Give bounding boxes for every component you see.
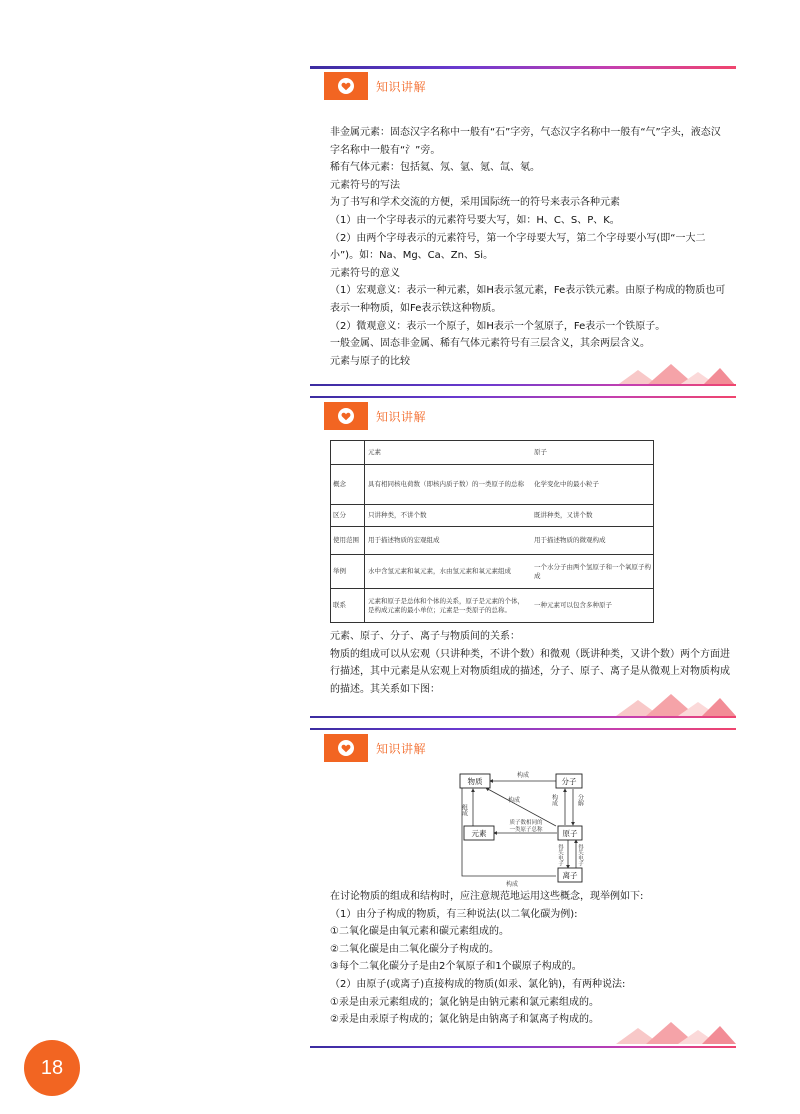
text-line: （1）由一个字母表示的元素符号要大写，如：H、C、S、P、K。 [330,214,620,226]
page-number: 18 [40,1056,64,1079]
table-cell: 只讲种类，不讲个数 [365,505,532,527]
node-substance: 物质 [467,777,483,786]
text-line: ③每个二氧化碳分子是由2个氧原子和1个碳原子构成的。 [330,961,582,973]
section-2-text [330,628,730,698]
section-bottom-line [310,1046,736,1048]
text-line: ①二氧化碳是由氧元素和碳元素组成的。 [330,926,509,938]
section-title: 知识讲解 [376,79,427,94]
table-cell: 用于描述物质的微观构成 [531,527,654,555]
text-line: 元素符号的意义 [330,267,400,279]
triangle-decoration-icon [616,362,736,386]
table-row [330,589,654,623]
table-cell: 原子 [531,441,654,465]
table-cell [330,441,365,465]
edge-label: 质子数相同的 [509,820,543,826]
edge-label: 得失电子 [577,844,583,866]
edge-label: 构成 [507,797,521,804]
table-cell: 一种元素可以包含多种原子 [531,589,654,623]
section-3-text [330,888,730,1029]
section-header [324,734,426,762]
heart-badge-icon [324,402,368,430]
table-cell: 一个水分子由两个氢原子和一个氧原子构成 [531,555,654,589]
text-line: ①汞是由汞元素组成的；氯化钠是由钠元素和氯元素组成的。 [330,996,599,1008]
section-top-bar [310,728,736,730]
page-number-badge [24,1040,80,1096]
text-line: 一般金属、固态非金属、稀有气体元素符号有三层含义，其余两层含义。 [330,338,650,350]
text-line: 稀有气体元素：包括氦、氖、氩、氪、氙、氡。 [330,162,540,174]
edge-label: 组成 [460,804,468,816]
section-bottom-line [310,716,736,718]
text-line: ②汞是由汞原子构成的；氯化钠是由钠离子和氯离子构成的。 [330,1014,599,1026]
edge-label: 构成 [550,794,558,806]
edge-label: 构成 [505,881,519,888]
section-top-bar [310,66,736,69]
text-line: （2）微观意义：表示一个原子，如H表示一个氢原子，Fe表示一个铁原子。 [330,320,666,332]
table-cell: 元素 [365,441,532,465]
table-cell: 元素和原子是总体和个体的关系，原子是元素的个体，是构成元素的最小单位；元素是一类原子的总称。 [365,589,532,623]
table-cell: 联系 [330,589,365,623]
triangle-decoration-icon [616,692,736,716]
section-header [324,402,426,430]
text-line: （2）由两个字母表示的元素符号，第一个字母要大写，第二个字母要小写(即“一大二小”)。如：Na、Mg、Ca、Zn、Si。 [330,232,706,262]
table-cell: 化学变化中的最小粒子 [531,465,654,505]
table-cell: 既讲种类，又讲个数 [531,505,654,527]
table-cell: 具有相同核电荷数（即核内质子数）的一类原子的总称 [365,465,532,505]
edge-label: 一类原子总称 [509,827,543,833]
table-cell: 概念 [330,465,365,505]
edge-label: 构成 [516,772,530,779]
text-line: 在讨论物质的组成和结构时，应注意规范地运用这些概念，现举例如下: [330,891,644,902]
section-bottom-line [310,384,736,386]
heart-badge-icon [324,72,368,100]
section-1-text [330,124,730,370]
text-line: ②二氧化碳是由二氧化碳分子构成的。 [330,943,499,955]
text-line: （1）宏观意义：表示一种元素，如H表示氢元素，Fe表示铁元素。由原子构成的物质也可表示一种物质，如Fe表示铁这种物质。 [330,285,726,314]
knowledge-section-3 [310,728,736,1052]
triangle-decoration-icon [616,1020,736,1044]
section-top-bar [310,396,736,398]
text-line: 物质的组成可以从宏观（只讲种类，不讲个数）和微观（既讲种类，又讲个数）两个方面进行描述，其中元素是从宏观上对物质组成的描述，分子、原子、离子是从微观上对物质构成的描述。其关系如下图： [330,648,730,695]
table-cell: 举例 [330,555,365,589]
text-line: 元素符号的写法 [330,179,400,191]
edge-label: 得失电子 [557,844,563,866]
table-cell: 区分 [330,505,365,527]
text-line: 为了书写和学术交流的方便，采用国际统一的符号来表示各种元素 [330,197,620,209]
section-header [324,72,426,100]
knowledge-section-1 [310,66,736,388]
table-row [330,555,654,589]
text-line: 元素、原子、分子、离子与物质间的关系： [330,631,520,642]
node-ion: 离子 [562,871,578,880]
table-row [330,505,654,527]
text-line: 元素与原子的比较 [330,355,410,367]
table-row [330,527,654,555]
table-cell: 用于描述物质的宏观组成 [365,527,532,555]
text-line: （2）由原子(或离子)直接构成的物质(如汞、氯化钠)，有两种说法: [330,978,626,990]
section-title: 知识讲解 [376,741,427,756]
table-cell: 水中含氢元素和氧元素，水由氢元素和氧元素组成 [365,555,532,589]
table-row [330,465,654,505]
table-header-row [330,441,654,465]
edge-label: 分解 [576,794,584,806]
element-atom-comparison-table [330,440,654,623]
matter-relationship-diagram [456,770,586,888]
text-line: 非金属元素：固态汉字名称中一般有“石”字旁，气态汉字名称中一般有“气”字头，液态汉字名称中一般有“氵”旁。 [330,127,721,156]
knowledge-section-2 [310,396,736,720]
table-cell: 使用范围 [330,527,365,555]
text-line: （1）由分子构成的物质，有三种说法(以二氧化碳为例): [330,908,578,920]
heart-badge-icon [324,734,368,762]
section-title: 知识讲解 [376,409,427,424]
node-element: 元素 [471,829,487,838]
node-molecule: 分子 [561,777,577,786]
node-atom: 原子 [562,829,578,838]
